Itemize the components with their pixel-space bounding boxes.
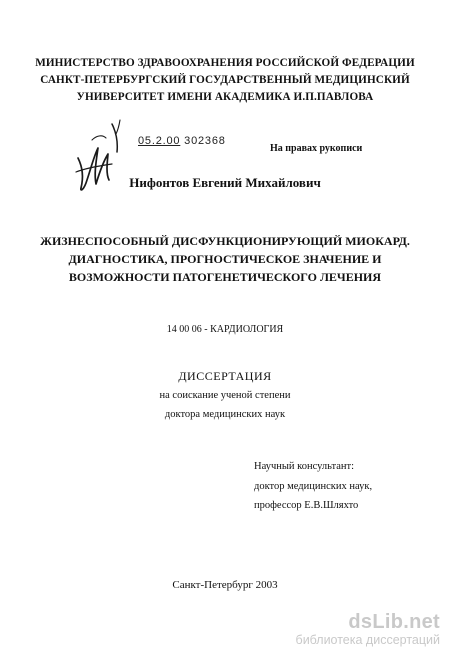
ministry-line-1: МИНИСТЕРСТВО ЗДРАВООХРАНЕНИЯ РОССИЙСКОЙ ФЕДЕРАЦИИ: [35, 57, 415, 69]
registration-stamp: [138, 135, 226, 147]
stamp-number: 302368: [184, 135, 226, 147]
degree-line-1: на соискание ученой степени: [159, 390, 291, 401]
scientific-consultant: [254, 457, 372, 516]
degree-line-2: доктора медицинских наук: [164, 409, 286, 420]
author-name: Нифонтов Евгений Михайлович: [129, 175, 321, 190]
city-year: Санкт-Петербург 2003: [172, 579, 278, 591]
watermark: [296, 612, 440, 648]
title-line-2: ДИАГНОСТИКА, ПРОГНОСТИЧЕСКОЕ ЗНАЧЕНИЕ И: [68, 252, 382, 266]
title-line-1: ЖИЗНЕСПОСОБНЫЙ ДИСФУНКЦИОНИРУЮЩИЙ МИОКАРД.: [40, 234, 410, 248]
stamp-date: 05.2.00: [138, 135, 181, 147]
consultant-name: профессор Е.В.Шляхто: [254, 500, 359, 511]
dissertation-block: [0, 367, 450, 424]
manuscript-note: На правах рукописи: [270, 143, 363, 154]
dissertation-heading: ДИССЕРТАЦИЯ: [178, 369, 272, 383]
ministry-line-3: УНИВЕРСИТЕТ ИМЕНИ АКАДЕМИКА И.П.ПАВЛОВА: [76, 91, 374, 103]
consultant-label: Научный консультант:: [254, 461, 355, 472]
specialty-code: 14 00 06 - КАРДИОЛОГИЯ: [166, 324, 284, 335]
dissertation-title: [0, 232, 450, 286]
consultant-degree: доктор медицинских наук,: [254, 480, 373, 492]
watermark-tagline: библиотека диссертаций: [295, 633, 440, 647]
ministry-header: [0, 55, 450, 106]
ministry-line-2: САНКТ-ПЕТЕРБУРГСКИЙ ГОСУДАРСТВЕННЫЙ МЕДИЦИНСКИЙ: [40, 74, 410, 86]
title-line-3: ВОЗМОЖНОСТИ ПАТОГЕНЕТИЧЕСКОГО ЛЕЧЕНИЯ: [68, 270, 382, 284]
watermark-brand: dsLib.net: [348, 611, 440, 633]
